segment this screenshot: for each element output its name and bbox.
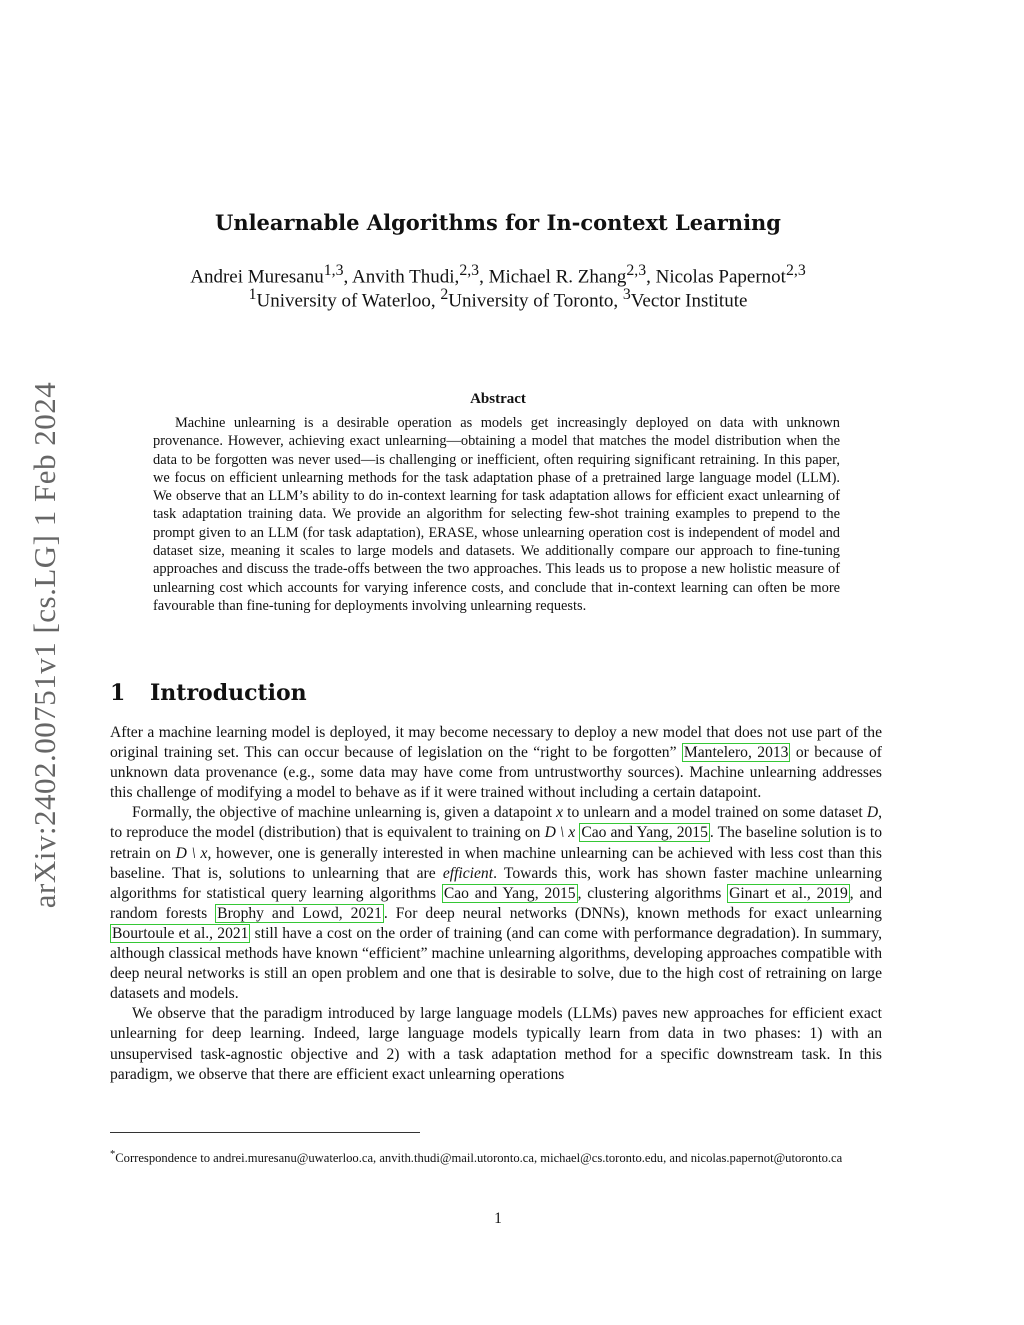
author-affiliation-mark: 2,3 xyxy=(459,262,480,279)
footnote xyxy=(110,1147,882,1166)
citation-link[interactable]: Brophy and Lowd, 2021 xyxy=(217,904,382,922)
author-name: Anvith Thudi, xyxy=(351,266,460,288)
abstract-heading: Abstract xyxy=(470,391,526,407)
arxiv-identifier-text: arXiv:2402.00751v1 [cs.LG] 1 Feb 2024 xyxy=(27,381,62,909)
affiliation-name: University of Toronto xyxy=(448,290,614,312)
math-symbol: D xyxy=(866,804,879,822)
section-number: 1 xyxy=(110,680,126,706)
paragraph-text: After a machine learning model is deployed, it may become necessary to deploy a new model that does not use part of the original training set. This can occur because of legislation on the “right to be forgotten” xyxy=(110,724,882,762)
section-heading xyxy=(110,680,610,706)
affiliation-mark: 2 xyxy=(440,286,449,303)
paragraph-text: , clustering algorithms xyxy=(577,884,728,902)
paragraph-text: , and random forests xyxy=(110,884,883,922)
affiliation-mark: 3 xyxy=(622,286,631,303)
author-separator: , xyxy=(479,266,489,288)
author-list xyxy=(0,262,996,288)
section-title: Introduction xyxy=(150,680,307,706)
math-expression: D \ x xyxy=(544,824,576,842)
math-symbol: x xyxy=(556,804,563,822)
author-separator: , xyxy=(343,266,352,288)
page-number: 1 xyxy=(494,1210,502,1227)
abstract-text: Machine unlearning is a desirable operation as models get increasingly deployed on data with unknown provenance. However, achieving exact unlearning—obtaining a model that matches the model distribution when the data to be forgotten was never used—is challenging or inefficient, often requiring significant retraining. In this paper, we focus on efficient unlearning methods for the task adaptation phase of a pretrained large language model (LLM). We observe that an LLM’s ability to do in-context learning for task adaptation allows for efficient exact unlearning of task adaptation training data. We provide an algorithm for selecting few-shot training examples to prepend to the prompt given to an LLM (for task adaptation), ERASE, whose unlearning operation cost is independent of model and dataset size, meaning it scales to large models and datasets. We additionally compare our approach to fine-tuning approaches and discuss the trade-offs between the two approaches. This leads us to propose a new holistic measure of unlearning cost which accounts for varying inference costs, and conclude that in-context learning can often be more favourable than fine-tuning for deployments involving unlearning requests. xyxy=(153,415,840,614)
paragraph xyxy=(110,723,882,803)
citation-link[interactable]: Cao and Yang, 2015 xyxy=(581,824,708,842)
paragraph-text: We observe that the paradigm introduced by large language models (LLMs) paves new approaches for efficient exact unlearning for deep learning. Indeed, large language models typically learn from data in two phases: 1) with an unsupervised task-agnostic objective and 2) with a task adaptation method for a specific downstream task. In this paradigm, we observe that there are efficient exact unlearning operations xyxy=(110,1005,882,1083)
author-affiliation-mark: 1,3 xyxy=(323,262,344,279)
paragraph-text: , however, one is generally interested in when machine unlearning can be achieved with less cost than this baseline. That is, solutions to unlearning that are xyxy=(110,844,883,882)
paragraph-text: . The baseline solution is to retrain on xyxy=(110,824,882,862)
author-affiliation-mark: 2,3 xyxy=(626,262,647,279)
paper-title: Unlearnable Algorithms for In-context Learning xyxy=(215,210,781,235)
citation-link[interactable]: Bourtoule et al., 2021 xyxy=(112,924,249,942)
author-name: Andrei Muresanu xyxy=(190,266,324,288)
paragraph-text: . Towards this, work has shown faster machine unlearning algorithms for statistical query learning algorithms xyxy=(110,864,882,902)
paragraph-text: or because of unknown data provenance (e.g., some data may have come from untrustworthy sources). Machine unlearning addresses this challenge of modifying a model to behave as if it were trained without including a certain datapoint. xyxy=(110,744,882,802)
section-body xyxy=(110,723,882,1085)
footnote-divider xyxy=(110,1132,420,1133)
author-affiliation-mark: 2,3 xyxy=(785,262,806,279)
affiliation-list xyxy=(0,286,996,312)
affiliation-separator: , xyxy=(613,290,623,312)
affiliation-name: University of Waterloo xyxy=(256,290,431,312)
author-separator: , xyxy=(646,266,656,288)
abstract-body xyxy=(153,414,840,615)
paragraph-text: to unlearn and a model trained on some dataset xyxy=(563,804,867,822)
author-name: Michael R. Zhang xyxy=(488,266,627,288)
emphasized-term: efficient xyxy=(442,864,494,882)
paragraph xyxy=(110,803,882,1004)
citation-link[interactable]: Cao and Yang, 2015 xyxy=(443,884,576,902)
author-name: Nicolas Papernot xyxy=(655,266,786,288)
paragraph xyxy=(110,1004,882,1084)
citation-link[interactable]: Ginart et al., 2019 xyxy=(729,884,848,902)
affiliation-separator: , xyxy=(430,290,441,312)
footnote-text: Correspondence to andrei.muresanu@uwaterloo.ca, anvith.thudi@mail.utoronto.ca, michael@cs.toronto.edu, and nicolas.papernot@utoronto.ca xyxy=(115,1151,843,1166)
math-expression: D \ x xyxy=(175,844,208,862)
arxiv-side-identifier xyxy=(25,365,65,925)
paragraph-text: still have a cost on the order of training (and can come with performance degradation). In summary, although classical methods have known “efficient” machine unlearning algorithms, developing approaches compatible with deep neural networks is still an open problem and one that is desirable to solve, due to the high cost of retraining on large datasets and models. xyxy=(110,924,882,1003)
footnote-mark: * xyxy=(110,1149,116,1160)
affiliation-mark: 1 xyxy=(248,286,257,303)
paragraph-text: Formally, the objective of machine unlearning is, given a datapoint xyxy=(132,804,557,822)
citation-link[interactable]: Mantelero, 2013 xyxy=(683,744,789,762)
affiliation-name: Vector Institute xyxy=(630,290,748,312)
paragraph-text: . For deep neural networks (DNNs), known methods for exact unlearning xyxy=(383,904,882,922)
paragraph-text: , to reproduce the model (distribution) that is equivalent to training on xyxy=(110,804,882,842)
